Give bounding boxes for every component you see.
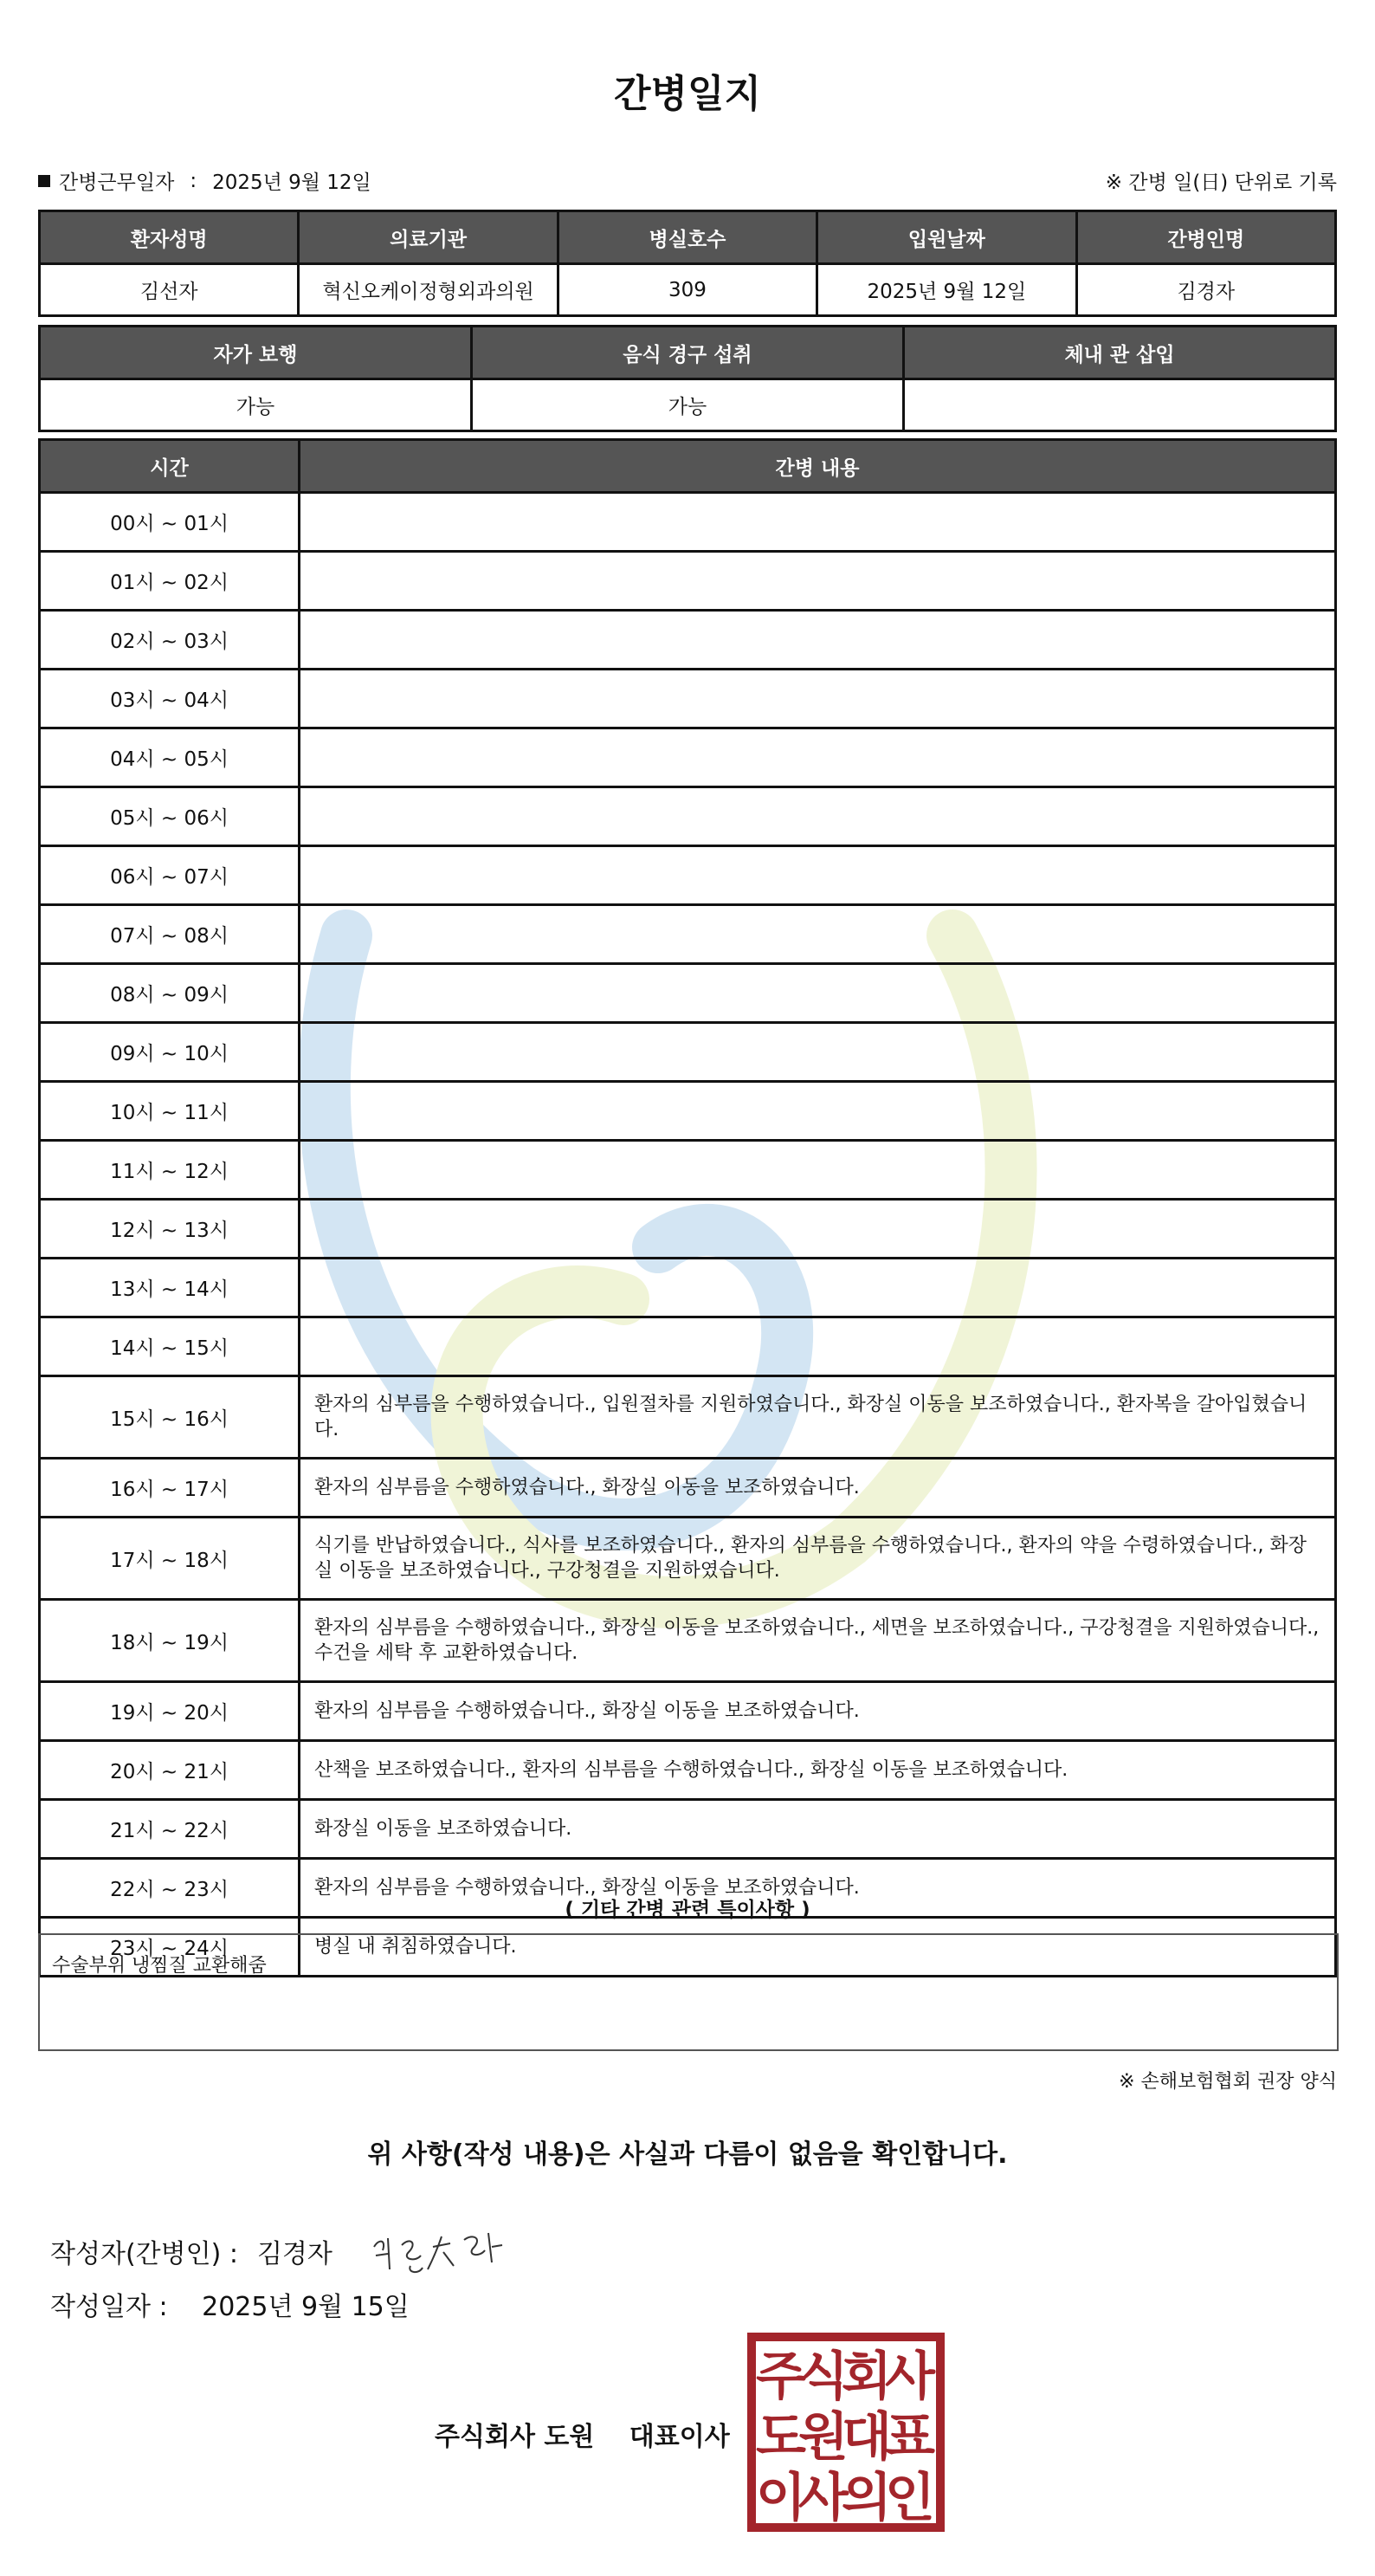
writer-name: 김경자 <box>256 2239 332 2269</box>
table-row <box>40 1376 1336 1459</box>
time-slot: 16시 ~ 17시 <box>40 1459 300 1518</box>
time-slot: 01시 ~ 02시 <box>40 552 300 611</box>
time-slot: 12시 ~ 13시 <box>40 1200 300 1259</box>
patient-status-table <box>38 325 1337 432</box>
table-row <box>40 1317 1336 1376</box>
care-content: 환자의 심부름을 수행하였습니다., 화장실 이동을 보조하였습니다. <box>300 1459 1336 1518</box>
header-tube-insertion: 체내 관 삽입 <box>904 327 1336 379</box>
care-content <box>300 552 1336 611</box>
table-row <box>40 493 1336 552</box>
time-slot: 07시 ~ 08시 <box>40 905 300 964</box>
time-slot: 15시 ~ 16시 <box>40 1376 300 1459</box>
time-slot: 17시 ~ 18시 <box>40 1518 300 1600</box>
svg-text:식: 식 <box>798 2346 849 2407</box>
table-row <box>40 670 1336 728</box>
recommend-note: ※ 손해보험협회 권장 양식 <box>1119 2071 1337 2093</box>
care-content: 환자의 심부름을 수행하였습니다., 화장실 이동을 보조하였습니다., 세면을 보조하였습니다., 구강청결을 지원하였습니다., 수건을 세탁 후 교환하였습니다. <box>300 1600 1336 1682</box>
time-slot: 03시 ~ 04시 <box>40 670 300 728</box>
header-room-number: 병실호수 <box>558 211 817 264</box>
table-row <box>40 1082 1336 1141</box>
care-content: 병실 내 취침하였습니다. <box>300 1918 1336 1977</box>
care-content <box>300 611 1336 670</box>
care-log-table <box>38 438 1337 1977</box>
table-row <box>40 1459 1336 1518</box>
caregiver-name: 김경자 <box>1076 264 1335 316</box>
time-slot: 06시 ~ 07시 <box>40 846 300 905</box>
time-slot: 13시 ~ 14시 <box>40 1259 300 1317</box>
care-content <box>300 1082 1336 1141</box>
table-row <box>40 1741 1336 1800</box>
time-slot: 20시 ~ 21시 <box>40 1741 300 1800</box>
time-slot: 02시 ~ 03시 <box>40 611 300 670</box>
care-content <box>300 787 1336 846</box>
write-date-value: 2025년 9월 15일 <box>202 2292 410 2322</box>
time-slot: 08시 ~ 09시 <box>40 964 300 1023</box>
header-self-walking: 자가 보행 <box>40 327 472 379</box>
bullet-square-icon <box>38 175 50 187</box>
care-content <box>300 964 1336 1023</box>
time-slot: 19시 ~ 20시 <box>40 1682 300 1741</box>
time-slot: 04시 ~ 05시 <box>40 728 300 787</box>
work-date-label: 간병근무일자 <box>59 172 175 194</box>
svg-text:이: 이 <box>756 2468 806 2528</box>
svg-text:사: 사 <box>885 2346 935 2407</box>
table-row <box>40 905 1336 964</box>
page-title: 간병일지 <box>613 72 761 116</box>
special-notes-box: 수술부위 냉찜질 교환해줌 <box>38 1933 1339 2051</box>
care-content: 산책을 보조하였습니다., 환자의 심부름을 수행하였습니다., 화장실 이동을 보조하였습니다. <box>300 1741 1336 1800</box>
care-content: 화장실 이동을 보조하였습니다. <box>300 1800 1336 1859</box>
writer-label: 작성자(간병인) : <box>50 2239 238 2269</box>
svg-text:표: 표 <box>885 2407 935 2468</box>
care-content <box>300 493 1336 552</box>
care-content <box>300 846 1336 905</box>
care-content: 식기를 반납하였습니다., 식사를 보조하였습니다., 환자의 심부름을 수행하였습니다., 환자의 약을 수령하였습니다., 화장실 이동을 보조하였습니다., 구강청결을 지원하였습니다. <box>300 1518 1336 1600</box>
work-date-value: 2025년 9월 12일 <box>212 172 371 194</box>
time-slot: 21시 ~ 22시 <box>40 1800 300 1859</box>
admission-date: 2025년 9월 12일 <box>817 264 1076 316</box>
care-content <box>300 1023 1336 1082</box>
svg-text:회: 회 <box>842 2346 892 2407</box>
svg-text:의: 의 <box>842 2468 892 2528</box>
write-date <box>50 2285 410 2323</box>
care-content <box>300 1317 1336 1376</box>
care-content <box>300 728 1336 787</box>
header-admission-date: 입원날짜 <box>817 211 1076 264</box>
patient-info-table <box>38 210 1337 317</box>
table-row <box>40 964 1336 1023</box>
tube-insertion-value <box>904 379 1336 431</box>
table-row <box>40 611 1336 670</box>
table-row <box>40 787 1336 846</box>
care-content <box>300 1200 1336 1259</box>
write-date-label: 작성일자 : <box>50 2292 168 2322</box>
svg-text:대: 대 <box>842 2407 892 2468</box>
table-row <box>40 1800 1336 1859</box>
table-row <box>40 1141 1336 1200</box>
header-patient-name: 환자성명 <box>40 211 299 264</box>
self-walking-value: 가능 <box>40 379 472 431</box>
svg-text:주: 주 <box>756 2346 806 2407</box>
unit-note: ※ 간병 일(日) 단위로 기록 <box>1105 172 1337 194</box>
special-notes-title: ( 기타 간병 관련 특이사항 ) <box>565 1899 810 1921</box>
header-time: 시간 <box>40 440 300 493</box>
time-slot: 14시 ~ 15시 <box>40 1317 300 1376</box>
table-row <box>40 1023 1336 1082</box>
header-oral-intake: 음식 경구 섭취 <box>472 327 904 379</box>
handwritten-signature <box>367 2221 514 2282</box>
time-slot: 10시 ~ 11시 <box>40 1082 300 1141</box>
care-content <box>300 670 1336 728</box>
confirm-statement: 위 사항(작성 내용)은 사실과 다름이 없음을 확인합니다. <box>367 2139 1008 2170</box>
care-content: 환자의 심부름을 수행하였습니다., 화장실 이동을 보조하였습니다. <box>300 1859 1336 1918</box>
table-row <box>40 1600 1336 1682</box>
table-row <box>40 846 1336 905</box>
patient-name: 김선자 <box>40 264 299 316</box>
time-slot: 23시 ~ 24시 <box>40 1918 300 1977</box>
table-row <box>40 1682 1336 1741</box>
table-row <box>40 1259 1336 1317</box>
time-slot: 09시 ~ 10시 <box>40 1023 300 1082</box>
time-slot: 18시 ~ 19시 <box>40 1600 300 1682</box>
time-slot: 22시 ~ 23시 <box>40 1859 300 1918</box>
care-content <box>300 1141 1336 1200</box>
table-row <box>40 728 1336 787</box>
company-name: 주식회사 도원 <box>435 2422 595 2452</box>
care-content <box>300 905 1336 964</box>
care-content: 환자의 심부름을 수행하였습니다., 화장실 이동을 보조하였습니다. <box>300 1682 1336 1741</box>
table-row <box>40 1518 1336 1600</box>
svg-text:도: 도 <box>756 2407 806 2468</box>
care-content: 환자의 심부름을 수행하였습니다., 입원절차를 지원하였습니다., 화장실 이동을 보조하였습니다., 환자복을 갈아입혔습니다. <box>300 1376 1336 1459</box>
room-number: 309 <box>558 264 817 316</box>
hospital-name: 혁신오케이정형외과의원 <box>299 264 558 316</box>
svg-text:사: 사 <box>798 2468 849 2528</box>
work-date <box>38 166 371 195</box>
header-caregiver-name: 간병인명 <box>1076 211 1335 264</box>
header-hospital: 의료기관 <box>299 211 558 264</box>
time-slot: 00시 ~ 01시 <box>40 493 300 552</box>
table-row <box>40 552 1336 611</box>
care-content <box>300 1259 1336 1317</box>
company-seal-stamp <box>746 2332 946 2533</box>
time-slot: 05시 ~ 06시 <box>40 787 300 846</box>
svg-text:인: 인 <box>885 2468 935 2528</box>
writer-line <box>50 2221 514 2282</box>
work-date-separator: : <box>190 169 197 192</box>
table-row <box>40 1200 1336 1259</box>
company-role: 대표이사 <box>629 2422 730 2452</box>
svg-text:원: 원 <box>798 2407 849 2468</box>
company-line <box>435 2415 730 2453</box>
oral-intake-value: 가능 <box>472 379 904 431</box>
header-care-content: 간병 내용 <box>300 440 1336 493</box>
time-slot: 11시 ~ 12시 <box>40 1141 300 1200</box>
